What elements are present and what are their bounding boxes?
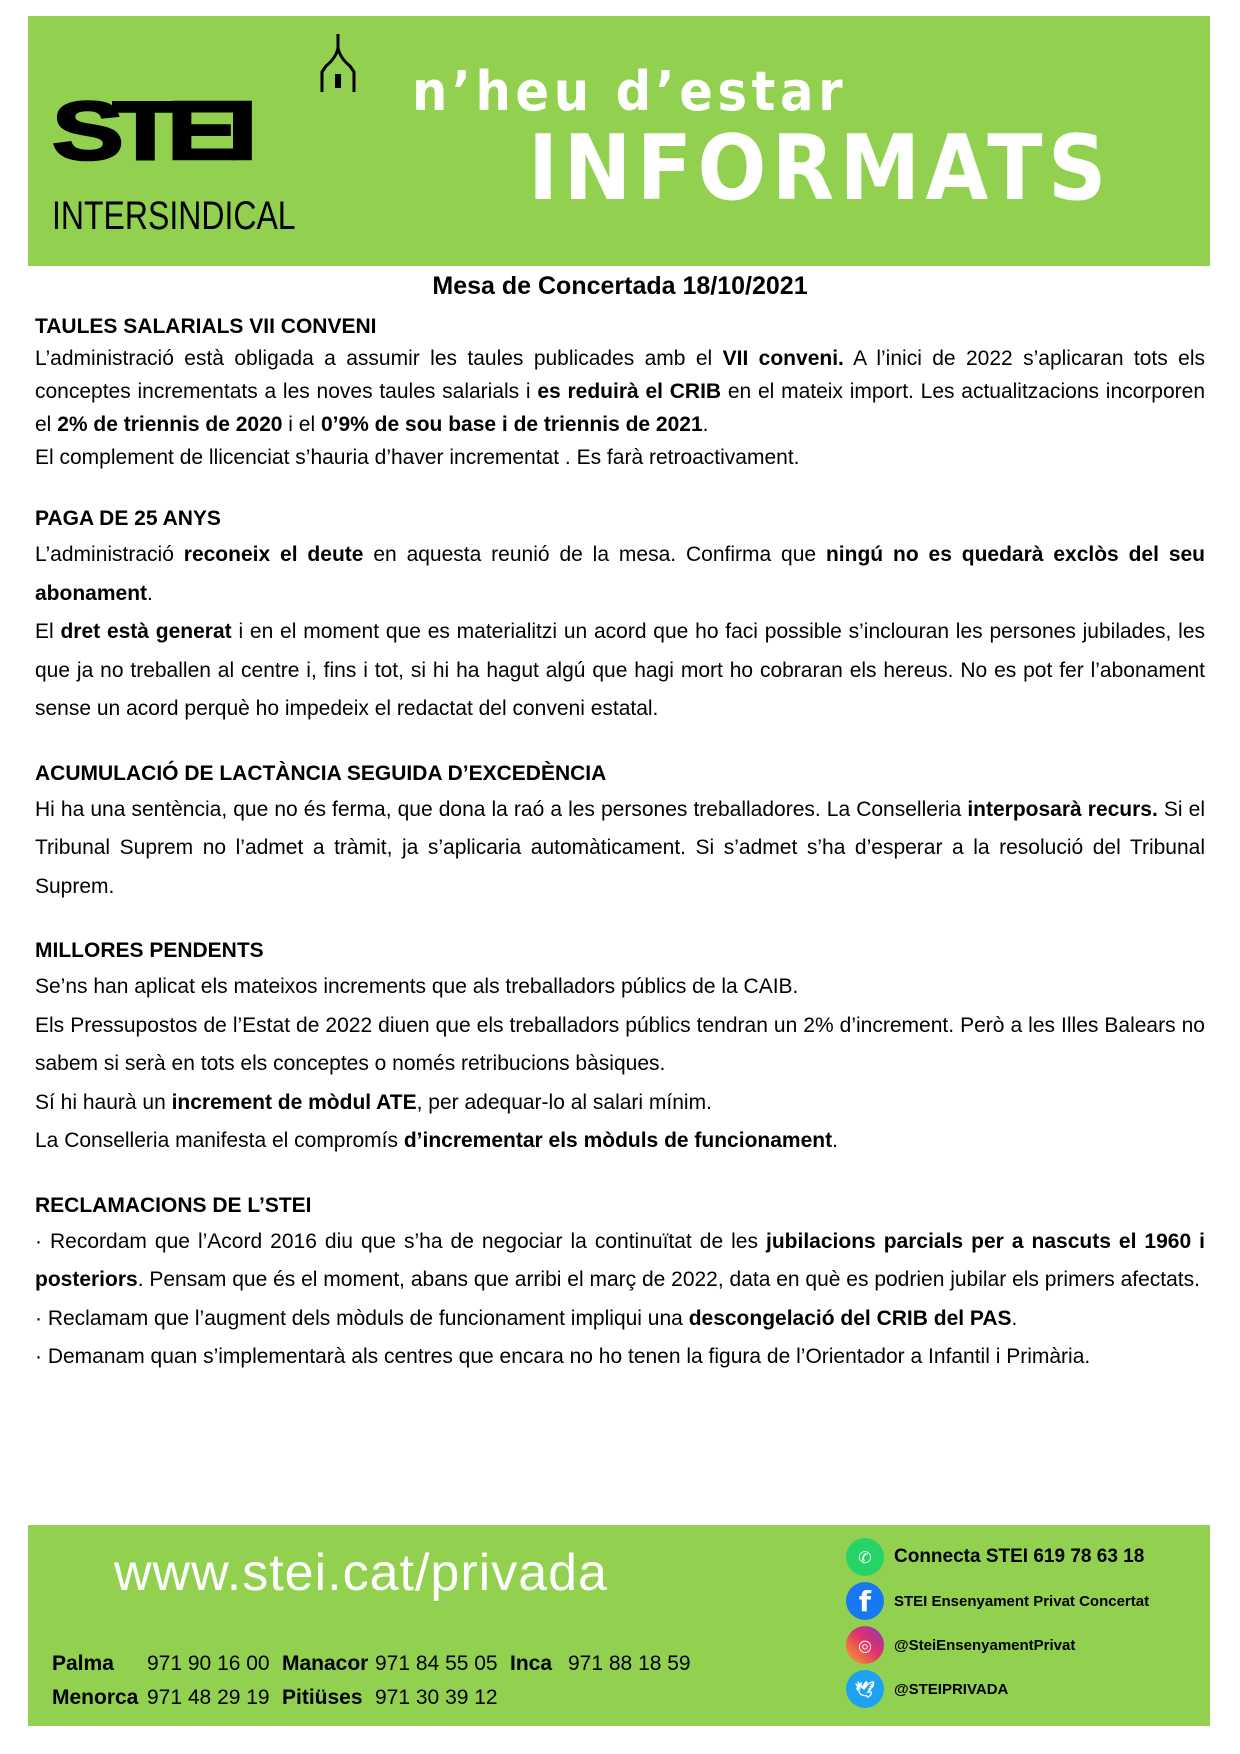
section xyxy=(35,757,1205,907)
section-spacer xyxy=(35,906,1205,934)
bold-text: d’incrementar els mòduls de funcionament xyxy=(403,1129,833,1152)
text-run: Se’ns han aplicat els mateixos increments que als treballadors públics de la CAIB. xyxy=(35,975,799,998)
bold-text: ningú no es quedarà exclòs del seu abonament xyxy=(35,543,1206,605)
text-run: Hi ha una sentència, que no és ferma, que dona la raó a les persones treballadores. La Conselleria xyxy=(35,797,968,821)
text-run: Els Pressupostos de l’Estat de 2022 diuen que els treballadors públics tendran un 2% d’increment. Però a les Illes Balears no sabem si serà en tots els conceptes o només retribucions bàsiques. xyxy=(35,1013,1205,1075)
social-link-text: @SteiEnsenyamentPrivat xyxy=(894,1636,1076,1654)
text-run: . xyxy=(832,1129,838,1152)
section xyxy=(35,1189,1205,1377)
paragraph xyxy=(35,342,1205,441)
section xyxy=(35,934,1205,1161)
paragraph xyxy=(35,441,1205,474)
paragraph xyxy=(35,1084,1205,1123)
social-link[interactable] xyxy=(846,1535,1206,1579)
text-run: i el xyxy=(282,413,321,436)
text-run: L’administració està obligada a assumir les taules publicades amb el xyxy=(35,347,723,370)
office-city: Inca xyxy=(510,1652,553,1675)
header-banner xyxy=(28,16,1210,266)
bell-tower-icon xyxy=(318,34,358,92)
bold-text: VII conveni. xyxy=(722,347,844,370)
paragraph xyxy=(35,1122,1205,1161)
bold-text: dret està generat xyxy=(60,620,232,643)
office-phones xyxy=(52,1647,718,1715)
section-heading: PAGA DE 25 ANYS xyxy=(35,507,221,530)
paragraph xyxy=(35,613,1205,729)
paragraph xyxy=(35,1223,1205,1300)
office-phone[interactable]: 971 84 55 05 xyxy=(375,1652,498,1675)
office-phone[interactable]: 971 30 39 12 xyxy=(375,1686,498,1709)
text-run: . xyxy=(147,581,153,605)
office-phone[interactable]: 971 88 18 59 xyxy=(568,1652,691,1675)
text-run: i en el moment que es materialitzi un acord que ho faci possible s’inclouran les persones jubilades, les que ja no treballen al centre i, fins i tot, si hi ha hagut algú que hagi mort ho cobraran els hereus. No es pot fer l’abonament sense un acord perquè ho impedeix el redactat del conveni estatal. xyxy=(35,620,1205,720)
social-link-text: Connecta STEI 619 78 63 18 xyxy=(894,1546,1145,1567)
bold-text: descongelació del CRIB del PAS xyxy=(688,1306,1012,1330)
whatsapp-icon: ✆ xyxy=(846,1538,884,1576)
twitter-icon: 🕊 xyxy=(846,1670,884,1708)
paragraph xyxy=(35,968,1205,1007)
document-body xyxy=(35,312,1205,1377)
social-link[interactable] xyxy=(846,1667,1206,1711)
slogan-line2: INFORMATS xyxy=(528,116,1112,221)
text-run: . Pensam que és el moment, abans que arribi el març de 2022, data en què es podrien jubilar els primers afectats. xyxy=(137,1268,1200,1291)
section-heading: MILLORES PENDENTS xyxy=(35,939,264,962)
logo-main-text: STEI xyxy=(52,84,247,177)
document-title: Mesa de Concertada 18/10/2021 xyxy=(432,272,808,300)
section-heading: RECLAMACIONS DE L’STEI xyxy=(35,1193,312,1217)
social-links xyxy=(846,1535,1206,1711)
paragraph xyxy=(35,1300,1205,1339)
bold-text: 0’9% de sou base i de triennis de 2021 xyxy=(320,413,703,436)
social-link-text: STEI Ensenyament Privat Concertat xyxy=(894,1592,1150,1610)
text-run: · Recordam que l’Acord 2016 diu que s’ha de negociar la continuïtat de les xyxy=(35,1229,767,1253)
text-run: Si el Tribunal Suprem no l’admet a tràmit, ja s’aplicaria automàticament. Si s’admet s’ha d’esperar a la resolució del Tribunal Suprem. xyxy=(35,797,1205,898)
bold-text: jubilacions parcials per a nascuts el 1960 i posteriors xyxy=(35,1229,1206,1291)
bold-text: increment de mòdul ATE xyxy=(171,1090,417,1114)
paragraph xyxy=(35,1007,1205,1084)
text-run: A l’inici de 2022 s’aplicaran tots els conceptes incrementats a les noves taules salarials i xyxy=(35,347,1205,403)
text-run: . xyxy=(1011,1306,1018,1330)
section-spacer xyxy=(35,1161,1205,1189)
office-city: Pitiüses xyxy=(282,1686,363,1709)
logo-sub-text: INTERSINDICAL xyxy=(52,194,296,238)
social-link-text: @STEIPRIVADA xyxy=(894,1680,1009,1698)
office-phone[interactable]: 971 90 16 00 xyxy=(147,1652,270,1675)
text-run: en aquesta reunió de la mesa. Confirma que xyxy=(363,543,826,566)
office-city: Palma xyxy=(52,1652,114,1675)
instagram-icon: ◎ xyxy=(846,1626,884,1664)
text-run: La Conselleria manifesta el compromís xyxy=(35,1129,404,1152)
section-heading: TAULES SALARIALS VII CONVENI xyxy=(35,315,377,338)
section xyxy=(35,502,1205,729)
stei-logo xyxy=(52,34,352,238)
paragraph xyxy=(35,536,1205,613)
section-spacer xyxy=(35,729,1205,757)
section-spacer xyxy=(35,474,1205,502)
social-link[interactable] xyxy=(846,1579,1206,1623)
section-heading: ACUMULACIÓ DE LACTÀNCIA SEGUIDA D’EXCEDÈNCIA xyxy=(35,761,607,785)
text-run: en el mateix import. Les actualitzacions incorporen el xyxy=(35,380,1205,436)
text-run: Sí hi haurà un xyxy=(35,1090,172,1114)
website-link[interactable]: www.stei.cat/privada xyxy=(114,1544,608,1602)
text-run: · Demanam quan s’implementarà als centres que encara no ho tenen la figura de l’Orientador a Infantil i Primària. xyxy=(35,1345,1091,1368)
paragraph xyxy=(35,791,1205,907)
office-city: Menorca xyxy=(52,1686,139,1709)
slogan-line1: n’heu d’estar xyxy=(412,60,848,123)
office-row xyxy=(52,1647,718,1681)
office-phone[interactable]: 971 48 29 19 xyxy=(147,1686,270,1709)
office-row xyxy=(52,1681,718,1715)
social-link[interactable] xyxy=(846,1623,1206,1667)
text-run: El complement de llicenciat s’hauria d’haver incrementat . Es farà retroactivament. xyxy=(35,446,800,469)
facebook-icon: f xyxy=(846,1582,884,1620)
section xyxy=(35,312,1205,474)
text-run: · Reclamam que l’augment dels mòduls de funcionament impliqui una xyxy=(35,1306,689,1330)
bold-text: interposarà recurs. xyxy=(967,797,1158,821)
text-run: El xyxy=(35,620,61,643)
text-run: L’administració xyxy=(35,543,184,566)
text-run: . xyxy=(702,413,709,436)
office-city: Manacor xyxy=(282,1652,369,1675)
paragraph xyxy=(35,1338,1205,1377)
bold-text: 2% de triennis de 2020 xyxy=(57,413,283,436)
text-run: , per adequar-lo al salari mínim. xyxy=(416,1090,712,1114)
bold-text: reconeix el deute xyxy=(183,543,364,566)
bold-text: es reduirà el CRIB xyxy=(537,380,722,403)
footer-banner xyxy=(28,1525,1210,1726)
